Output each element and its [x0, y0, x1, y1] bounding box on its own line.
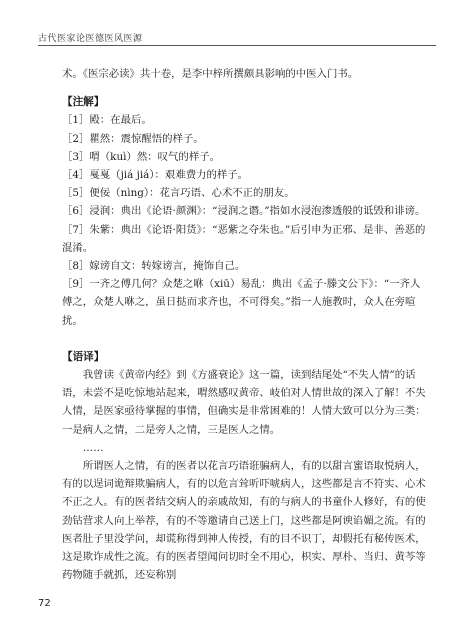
translation-title: 【语译】: [62, 350, 105, 363]
note-item: ［4］戛戛（jiá jiá）：艰难费力的样子。: [62, 169, 249, 182]
note-item: ［9］一齐之傅几何？众楚之咻（xiū）易乱：典出《孟子·滕文公下》：“一齐人傅之，众楚人咻之，虽日挞而求齐也，不可得矣。”指一人施教时，众人在旁喧扰。: [62, 278, 421, 327]
translation-paragraph: 我曾读《黄帝内经》到《方盛衰论》这一篇，读到结尾处“不失人情”的话语，未尝不是吃惊地站起来，喟然感叹黄帝、岐伯对人情世故的深入了解！不失人情，是医家亟待掌握的事情，但确实是非常困难的！人情大致可以分为三类：一是病人之情，二是旁人之情，三是医人之情。: [62, 369, 426, 436]
note-item: ［1］殿：在最后。: [62, 114, 152, 127]
header-rule: [38, 45, 436, 46]
note-item: ［3］喟（kuì）然：叹气的样子。: [62, 150, 220, 163]
translation-paragraph: 所谓医人之情，有的医者以花言巧语诳骗病人，有的以甜言蜜语取悦病人，有的以逞词诡辩欺骗病人，有的以危言耸听吓唬病人，这些都是言不符实、心术不正之人。有的医者结交病人的亲戚故知，有的与病人的书童仆人修好，有的使劲钻营求人向上举荐，有的不等邀请自己送上门，这些都是阿谀谄媚之流。有的医者肚子里没学问，却谎称得到神人传授，有的目不识丁，却假托有秘传医术，这是欺诈成性之流。有的医者望闻问切时全不用心，枳实、厚朴、当归、黄芩等药物随手就抓，还妄称别: [62, 460, 426, 582]
running-head: 古代医家论医德医风医源: [38, 34, 143, 44]
note-item: ［7］朱紫：典出《论语·阳货》：“恶紫之夺朱也。”后引申为正邪、是非、善恶的混淆。: [62, 223, 426, 254]
intro-text: 术。《医宗必读》共十卷，是李中梓所撰颇具影响的中医入门书。: [62, 68, 359, 80]
ellipsis: ……: [82, 441, 104, 454]
page-body: [62, 65, 426, 584]
note-item: ［2］瞿然：震惊醒悟的样子。: [62, 132, 204, 145]
page-number: 72: [38, 598, 51, 609]
note-item: ［6］浸润：典出《论语·颜渊》：“浸润之谮。”指如水浸泡渗透般的诋毁和诽谤。: [62, 205, 426, 218]
notes-list: [62, 111, 426, 329]
notes-title: 【注解】: [62, 96, 105, 109]
note-item: ［5］便佞（nìng）：花言巧语、心术不正的朋友。: [62, 187, 295, 200]
note-item: ［8］嫁谤自文：转嫁谤言，掩饰自己。: [62, 260, 246, 273]
